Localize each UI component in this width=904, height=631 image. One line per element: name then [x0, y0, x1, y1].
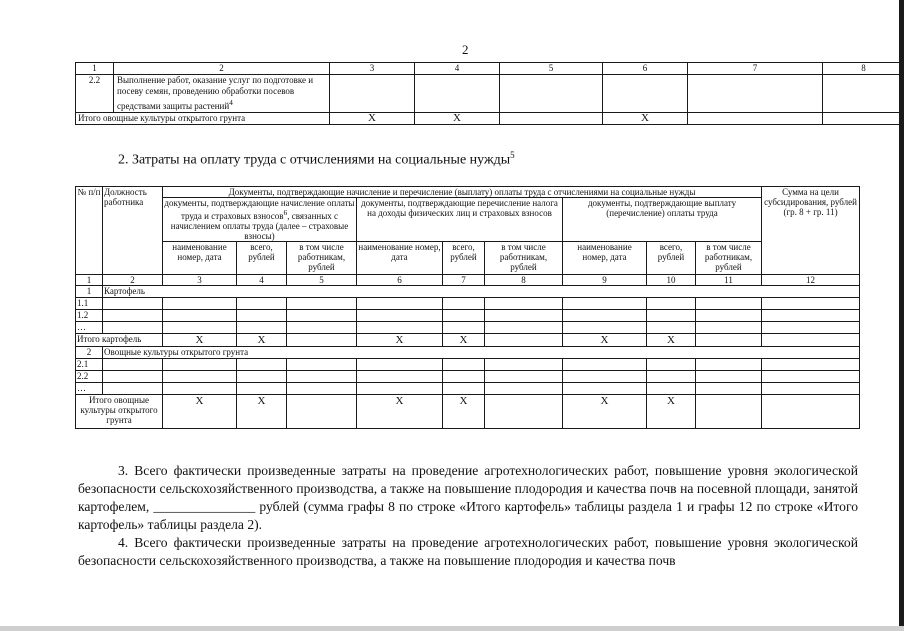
total-mark: X — [563, 395, 647, 429]
table1-col-1: 1 — [76, 63, 114, 75]
row-number: 2.1 — [76, 359, 103, 371]
header-documents: Документы, подтверждающие начисление и перечисление (выплату) оплаты труда с отчислениями на социальные нужды — [163, 187, 762, 198]
col-number: 2 — [103, 275, 163, 286]
subheader-including: в том числе работникам, рублей — [485, 242, 563, 275]
table-row — [76, 371, 860, 383]
col-number: 3 — [163, 275, 237, 286]
row-number: … — [76, 383, 103, 395]
header-group-payment: документы, подтверждающие выплату (перечисление) оплаты труда — [563, 198, 762, 242]
subheader-name: наименование номер, дата — [357, 242, 443, 275]
table1-col-3: 3 — [330, 63, 415, 75]
header-group-accrual — [163, 198, 357, 242]
table1-col-8: 8 — [823, 63, 904, 75]
row-number: 2.2 — [76, 75, 114, 113]
section-name: Картофель — [103, 286, 860, 298]
total-row — [76, 334, 860, 347]
total-label: Итого овощные культуры открытого грунта — [76, 113, 330, 125]
paragraph-3: 3. Всего фактически произведенные затраты на проведение агротехнологических работ, повышение уровня экологической безопасности сельскохозяйственного производства, а также на повышение плодородия и качества почв на посевной площади, занятой картофелем, _______________ рублей (сумма графы 8 по строке «Итого картофель» таблицы раздела 1 и графы 12 по строке «Итого картофель» таблицы раздела 2). — [78, 463, 858, 532]
total-mark: X — [415, 113, 500, 125]
total-row — [76, 395, 860, 429]
header-subsidy: Сумма на цели субсидирования, рублей (гр. 8 + гр. 11) — [762, 187, 860, 275]
footnote-ref: 4 — [229, 98, 233, 107]
col-number: 7 — [443, 275, 485, 286]
paragraph-4: 4. Всего фактически произведенные затраты на проведение агротехнологических работ, повышение уровня экологической безопасности сельскохозяйственного производства, а также на повышение плодородия и качества почв — [78, 535, 858, 568]
subheader-total: всего, рублей — [443, 242, 485, 275]
total-mark: X — [647, 334, 696, 347]
table-cell — [415, 75, 500, 113]
total-mark: X — [563, 334, 647, 347]
table1-col-7: 7 — [688, 63, 823, 75]
table-cell — [500, 75, 603, 113]
subheader-total: всего, рублей — [237, 242, 287, 275]
header-group-tax: документы, подтверждающие перечисление налога на доходы физических лиц и страховых взносов — [357, 198, 563, 242]
header-group-accrual-text-2: , связанных с начислением оплаты труда (далее – страховые взносы) — [170, 211, 349, 241]
col-number: 10 — [647, 275, 696, 286]
table-row — [76, 359, 860, 371]
col-number: 11 — [696, 275, 762, 286]
total-mark — [500, 113, 603, 125]
row-number: 2.2 — [76, 371, 103, 383]
total-label: Итого овощные культуры открытого грунта — [76, 395, 163, 429]
col-number: 5 — [287, 275, 357, 286]
table-cell — [603, 75, 688, 113]
work-description — [114, 75, 330, 113]
col-number: 12 — [762, 275, 860, 286]
col-number: 4 — [237, 275, 287, 286]
table1-total-row — [76, 113, 904, 125]
work-description-text: Выполнение работ, оказание услуг по подготовке и посеву семян, проведению обработки посевов средствами защиты растений — [117, 75, 314, 111]
subheader-name: наименование номер, дата — [163, 242, 237, 275]
header-num: № п/п — [76, 187, 103, 275]
table-labor-costs — [75, 186, 860, 429]
total-mark: X — [237, 395, 287, 429]
col-number: 8 — [485, 275, 563, 286]
table-cell — [330, 75, 415, 113]
total-mark: X — [330, 113, 415, 125]
subheader-including: в том числе работникам, рублей — [287, 242, 357, 275]
table-row — [76, 383, 860, 395]
table1-col-4: 4 — [415, 63, 500, 75]
col-number: 1 — [76, 275, 103, 286]
table1-row-2-2 — [76, 75, 904, 113]
total-mark: X — [647, 395, 696, 429]
table2-header-row-1 — [76, 187, 860, 198]
table-cell — [688, 75, 823, 113]
total-mark: X — [163, 395, 237, 429]
total-mark: X — [443, 334, 485, 347]
total-mark: X — [443, 395, 485, 429]
table-row — [76, 322, 860, 334]
section-row — [76, 286, 860, 298]
table-row — [76, 298, 860, 310]
table1-col-5: 5 — [500, 63, 603, 75]
col-number: 6 — [357, 275, 443, 286]
row-number: 1.1 — [76, 298, 103, 310]
subheader-name: наименование номер, дата — [563, 242, 647, 275]
page-number: 2 — [462, 42, 469, 57]
table2-header-row-2 — [76, 198, 860, 242]
table1-header-row — [76, 63, 904, 75]
section-name: Овощные культуры открытого грунта — [103, 347, 860, 359]
total-mark: X — [603, 113, 688, 125]
total-mark — [823, 113, 904, 125]
scan-edge-bottom — [0, 626, 904, 631]
footnote-ref: 5 — [510, 150, 515, 160]
table2-header-row-3 — [76, 242, 860, 275]
table-row — [76, 310, 860, 322]
section-number: 1 — [76, 286, 103, 298]
total-label: Итого картофель — [76, 334, 163, 347]
total-mark: X — [357, 334, 443, 347]
subheader-including: в том числе работникам, рублей — [696, 242, 762, 275]
table1-col-2: 2 — [114, 63, 330, 75]
table-cell — [823, 75, 904, 113]
header-position: Должность работника — [103, 187, 163, 275]
col-number: 9 — [563, 275, 647, 286]
table1-col-6: 6 — [603, 63, 688, 75]
table-agrotech-works — [75, 62, 904, 125]
total-mark — [688, 113, 823, 125]
total-mark: X — [237, 334, 287, 347]
section-2-title — [118, 150, 515, 169]
section-row — [76, 347, 860, 359]
subheader-total: всего, рублей — [647, 242, 696, 275]
footnote-ref: 6 — [283, 208, 288, 217]
section-number: 2 — [76, 347, 103, 359]
row-number: … — [76, 322, 103, 334]
total-mark: X — [163, 334, 237, 347]
header-group-accrual-text: документы, подтверждающие начисление оплаты труда и страховых взносов — [164, 198, 355, 221]
table2-column-numbers — [76, 275, 860, 286]
total-mark: X — [357, 395, 443, 429]
section-2-title-text: 2. Затраты на оплату труда с отчислениями на социальные нужды — [118, 152, 511, 168]
row-number: 1.2 — [76, 310, 103, 322]
